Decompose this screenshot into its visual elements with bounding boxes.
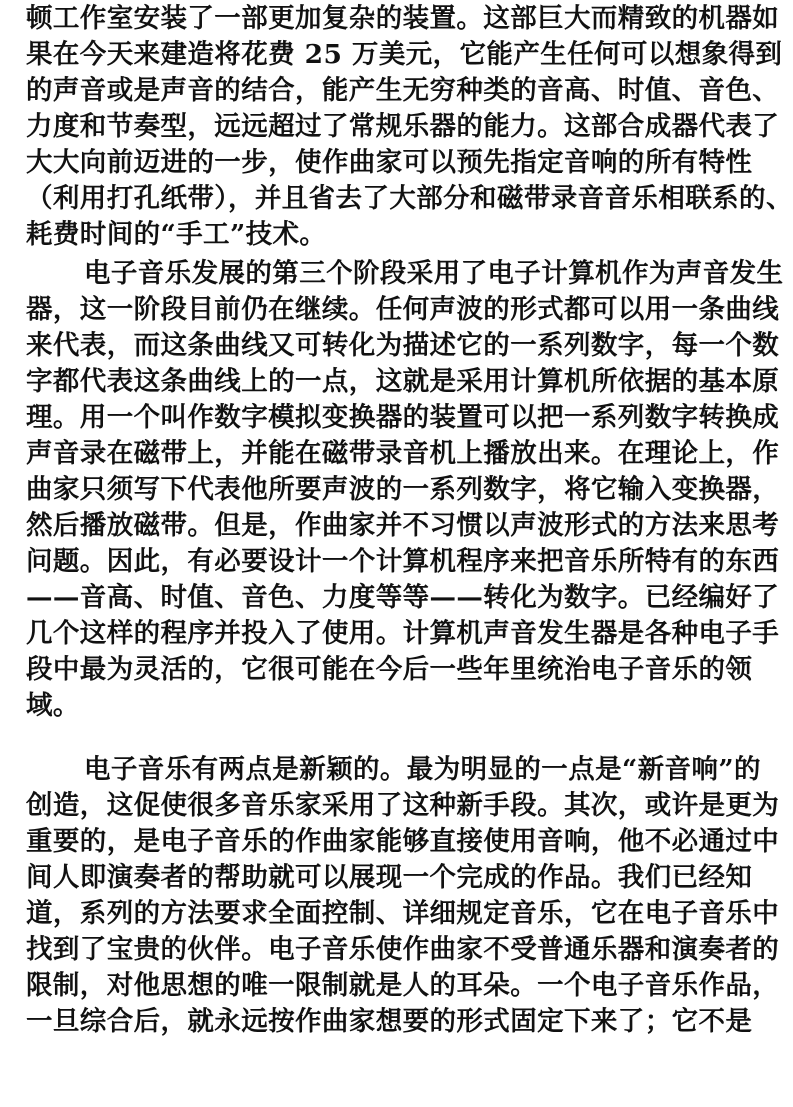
- text-line: 创造，这促使很多音乐家采用了这种新手段。其次，或许是更为: [26, 790, 780, 821]
- text-line: 来代表，而这条曲线又可转化为描述它的一系列数字，每一个数: [26, 330, 780, 361]
- text-line: 段中最为灵活的，它很可能在今后一些年里统治电子音乐的领: [26, 654, 753, 685]
- text-line: 声音录在磁带上，并能在磁带录音机上播放出来。在理论上，作: [26, 438, 780, 469]
- text-line: 找到了宝贵的伙伴。电子音乐使作曲家不受普通乐器和演奏者的: [26, 934, 780, 965]
- text-line: （利用打孔纸带），并且省去了大部分和磁带录音音乐相联系的、: [26, 183, 793, 214]
- text-line: 果在今天来建造将花费 25 万美元，它能产生任何可以想象得到: [26, 39, 783, 70]
- text-line: 道，系列的方法要求全面控制、详细规定音乐，它在电子音乐中: [26, 898, 780, 929]
- text-line: 限制，对他思想的唯一限制就是人的耳朵。一个电子音乐作品，: [26, 970, 780, 1001]
- text-line: 力度和节奏型，远远超过了常规乐器的能力。这部合成器代表了: [26, 111, 780, 142]
- text-line: 几个这样的程序并投入了使用。计算机声音发生器是各种电子手: [26, 618, 780, 649]
- text-line: 顿工作室安装了一部更加复杂的装置。这部巨大而精致的机器如: [26, 3, 780, 34]
- text-line: 电子音乐有两点是新颖的。最为明显的一点是“新音响”的: [84, 754, 761, 785]
- text-line: 域。: [26, 690, 80, 721]
- text-line: 重要的，是电子音乐的作曲家能够直接使用音响，他不必通过中: [26, 826, 780, 857]
- text-line: 一旦综合后，就永远按作曲家想要的形式固定下来了；它不是: [26, 1006, 753, 1037]
- text-line: 字都代表这条曲线上的一点，这就是采用计算机所依据的基本原: [26, 366, 780, 397]
- text-line: 问题。因此，有必要设计一个计算机程序来把音乐所特有的东西: [26, 546, 780, 577]
- text-line: 然后播放磁带。但是，作曲家并不习惯以声波形式的方法来思考: [26, 510, 780, 541]
- text-line: 耗费时间的“手工”技术。: [26, 219, 327, 250]
- text-line: 曲家只须写下代表他所要声波的一系列数字，将它输入变换器，: [26, 474, 780, 505]
- text-line: 理。用一个叫作数字模拟变换器的装置可以把一系列数字转换成: [26, 402, 780, 433]
- document-page: [26, 0, 793, 1107]
- text-line: 电子音乐发展的第三个阶段采用了电子计算机作为声音发生: [84, 258, 784, 289]
- text-line: ——音高、时值、音色、力度等等——转化为数字。已经编好了: [26, 582, 780, 613]
- text-line: 间人即演奏者的帮助就可以展现一个完成的作品。我们已经知: [26, 862, 753, 893]
- text-line: 的声音或是声音的结合，能产生无穷种类的音高、时值、音色、: [26, 75, 780, 106]
- text-line: 器，这一阶段目前仍在继续。任何声波的形式都可以用一条曲线: [26, 294, 780, 325]
- text-line: 大大向前迈进的一步，使作曲家可以预先指定音响的所有特性: [26, 147, 753, 178]
